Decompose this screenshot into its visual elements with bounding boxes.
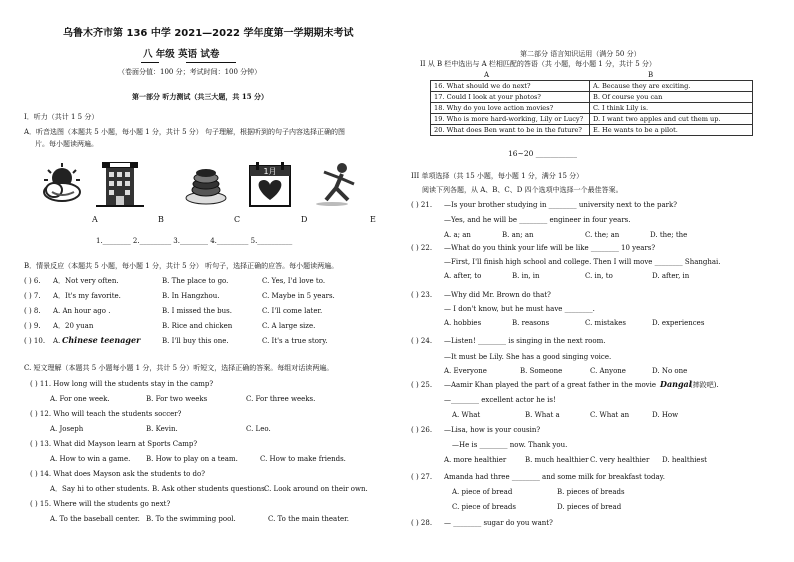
question-text: ( ) 15. Where will the students go next? xyxy=(30,500,171,508)
match-b-cell: B. Of course you can xyxy=(590,92,753,103)
option-a-handwritten: Chinese teenager xyxy=(62,335,141,345)
question-line1: —Listen! ________ is singing in the next room. xyxy=(444,337,606,345)
option-a: A. Everyone xyxy=(444,367,487,375)
match-b-cell: C. I think Lily is. xyxy=(590,103,753,114)
question-number: ( ) 10. xyxy=(24,337,46,345)
section-b-title: B．情景反应（本题共 5 小题，每小题 1 分，共计 5 分） 听句子，选择正确的应答。每小题读两遍。 xyxy=(24,262,339,270)
option-b: B. pieces of breads xyxy=(557,488,625,496)
question-text: ( ) 12. Who will teach the students soccer? xyxy=(30,410,182,418)
option-a: A．Say hi to other students. xyxy=(50,485,150,493)
calendar-heart-picture xyxy=(246,160,294,208)
section-iii-title: III 单项选择（共 15 小题，每小题 1 分，满分 15 分） xyxy=(411,172,584,180)
option-b: B. Rice and chicken xyxy=(162,322,233,330)
dancing-boy-picture xyxy=(312,160,360,208)
exam-title: 乌鲁木齐市第 136 中学 2021—2022 学年度第一学期期末考试 xyxy=(63,28,354,39)
question-line1: —Aamir Khan played the part of a great father in the movie xyxy=(444,381,657,389)
option-b: B. How to play on a team. xyxy=(146,455,238,463)
option-a: A．Not very often. xyxy=(53,277,119,285)
section-a-line1: A．听音选图（本题共 5 小题，每小题 1 分，共计 5 分） 句子理解，根据听到的句子内容选择正确的图 xyxy=(24,128,345,136)
option-a: A. more healthier xyxy=(444,456,507,464)
option-b: B. I missed the bus. xyxy=(162,307,232,315)
option-a: A. To the baseball center. xyxy=(50,515,140,523)
option-c: C. For three weeks. xyxy=(246,395,316,403)
option-c: C. Yes, I'd love to. xyxy=(262,277,326,285)
option-a: A. For one week. xyxy=(50,395,110,403)
option-a: A. xyxy=(53,337,61,345)
exam-info: （卷面分值：100 分；考试时间：100 分钟） xyxy=(118,68,262,76)
picture-label-a: A xyxy=(92,215,98,224)
section-ii-title: II 从 B 栏中选出与 A 栏相匹配的答语（共 小题，每小题 1 分，共计 5 分） xyxy=(420,60,656,68)
option-c: C. the; an xyxy=(585,231,620,239)
option-a: A．It's my favorite. xyxy=(53,292,121,300)
option-b: B. I'll buy this one. xyxy=(162,337,229,345)
question-number: ( ) 22. xyxy=(411,244,433,252)
question-number: ( ) 6. xyxy=(24,277,41,285)
option-b: B. To the swimming pool. xyxy=(146,515,236,523)
option-c: C. piece of breads xyxy=(452,503,516,511)
option-a: A. hobbies xyxy=(444,319,482,327)
question-line1: —What do you think your life will be like ________ 10 years? xyxy=(444,244,656,252)
question-number: ( ) 9. xyxy=(24,322,41,330)
option-c: C. Look around on their own. xyxy=(264,485,368,493)
matching-answer-blank: 16~20 ___________ xyxy=(508,149,578,158)
section-iii-desc: 阅读下列各题，从 A、B、C、D 四个选项中选择一个最佳答案。 xyxy=(422,186,623,194)
question-number: ( ) 26. xyxy=(411,426,433,434)
question-line2: —It must be Lily. She has a good singing voice. xyxy=(444,353,612,361)
option-c: C. What an xyxy=(590,411,630,419)
match-a-cell: 20. What does Ben want to be in the future? xyxy=(431,125,590,136)
option-b: B. Someone xyxy=(520,367,563,375)
column-a-header: A xyxy=(484,71,490,79)
question-line2: — I don't know, but he must have ________. xyxy=(444,305,595,313)
match-a-cell: 18. Why do you love action movies? xyxy=(431,103,590,114)
picture-label-b: B xyxy=(158,215,164,224)
option-a: A．20 yuan xyxy=(53,322,94,330)
option-c: C. It's a true story. xyxy=(262,337,328,345)
match-a-cell: 17. Could I look at your photos? xyxy=(431,92,590,103)
question-line1-end: (摔跤吧). xyxy=(690,381,719,389)
option-c: C. Maybe in 5 years. xyxy=(262,292,335,300)
question-number: ( ) 8. xyxy=(24,307,41,315)
option-d: D. No one xyxy=(652,367,688,375)
option-a: A. piece of bread xyxy=(452,488,513,496)
match-b-cell: E. He wants to be a pilot. xyxy=(590,125,753,136)
option-b: B. an; an xyxy=(502,231,534,239)
option-b: B. much healthier xyxy=(525,456,589,464)
question-line1: —Is your brother studying in ________ university next to the park? xyxy=(444,201,678,209)
movie-title-handwritten: Dangal xyxy=(660,379,692,389)
section-c-title: C. 短文理解（本题共 5 小题每小题 1 分，共计 5 分）听短文，选择正确的答案。每组对话读两遍。 xyxy=(24,364,334,372)
question-line2: —Yes, and he will be ________ engineer in four years. xyxy=(444,216,631,224)
option-c: C. Anyone xyxy=(590,367,626,375)
option-a: A. What xyxy=(452,411,481,419)
option-d: D. pieces of bread xyxy=(557,503,622,511)
part1-title: 第一部分 听力测试（共三大题，共 15 分） xyxy=(132,92,269,101)
question-line1: —Why did Mr. Brown do that? xyxy=(444,291,551,299)
option-b: B. The place to go. xyxy=(162,277,229,285)
option-c: C. in, to xyxy=(585,272,613,280)
question-number: ( ) 25. xyxy=(411,381,433,389)
question-number: ( ) 21. xyxy=(411,201,433,209)
option-c: C. How to make friends. xyxy=(260,455,346,463)
option-d: D. How xyxy=(652,411,679,419)
section-a-line2: 片。每小题读两遍。 xyxy=(35,140,98,148)
question-number: ( ) 28. xyxy=(411,519,433,527)
question-number: ( ) 27. xyxy=(411,473,433,481)
option-d: D. after, in xyxy=(652,272,690,280)
question-line2: —________ excellent actor he is! xyxy=(444,396,556,404)
match-a-cell: 19. Who is more hard-working, Lily or Lucy? xyxy=(431,114,590,125)
picture-label-d: D xyxy=(301,215,308,224)
grade-subject-line: 八 年级 英语 试卷 xyxy=(143,49,220,60)
hotel-building-picture xyxy=(96,160,144,208)
option-a: A. Joseph xyxy=(50,425,84,433)
question-text: ( ) 14. What does Mayson ask the students to do? xyxy=(30,470,205,478)
question-number: ( ) 23. xyxy=(411,291,433,299)
option-b: B. Ask other students questions. xyxy=(152,485,267,493)
question-number: ( ) 24. xyxy=(411,337,433,345)
subject-underline xyxy=(186,62,236,63)
question-line1: — ________ sugar do you want? xyxy=(444,519,553,527)
option-a: A. a; an xyxy=(444,231,471,239)
option-d: D. experiences xyxy=(652,319,705,327)
question-line1: Amanda had three ________ and some milk for breakfast today. xyxy=(444,473,665,481)
picture-label-e: E xyxy=(370,215,376,224)
option-c: C. mistakes xyxy=(585,319,626,327)
option-b: B. For two weeks xyxy=(146,395,208,403)
option-c: C. To the main theater. xyxy=(268,515,349,523)
matching-table xyxy=(430,80,753,136)
grade-underline xyxy=(141,62,159,63)
food-plate-picture xyxy=(182,160,230,208)
question-line2: —First, I'll finish high school and college. Then I will move ________ Shanghai. xyxy=(444,258,721,266)
cloudy-weather-picture xyxy=(38,160,86,208)
svg-text:1月: 1月 xyxy=(263,167,277,176)
match-b-cell: D. I want two apples and cut them up. xyxy=(590,114,753,125)
part2-title: 第二部分 语言知识运用（满分 50 分） xyxy=(520,50,641,58)
option-c: C. I'll come later. xyxy=(262,307,323,315)
option-b: B. in, in xyxy=(512,272,540,280)
question-text: ( ) 13. What did Mayson learn at Sports Camp? xyxy=(30,440,198,448)
option-b: B. What a xyxy=(525,411,560,419)
option-a: A. How to win a game. xyxy=(50,455,131,463)
section-i-title: I．听力（共计 1 5 分） xyxy=(24,113,99,121)
question-line2: —He is ________ now. Thank you. xyxy=(452,441,568,449)
column-b-header: B xyxy=(648,71,654,79)
option-c: C. Leo. xyxy=(246,425,271,433)
option-b: B. In Hangzhou. xyxy=(162,292,220,300)
option-c: C. very healthier xyxy=(590,456,650,464)
answer-blanks-1-5: 1.________ 2._________ 3.________ 4._________ 5.__________ xyxy=(96,237,293,245)
option-a: A. An hour ago . xyxy=(53,307,111,315)
option-b: B. reasons xyxy=(512,319,550,327)
match-a-cell: 16. What should we do next? xyxy=(431,81,590,92)
option-d: D. healthiest xyxy=(662,456,707,464)
option-a: A. after, to xyxy=(444,272,482,280)
picture-label-c: C xyxy=(234,215,241,224)
option-d: D. the; the xyxy=(650,231,688,239)
match-b-cell: A. Because they are exciting. xyxy=(590,81,753,92)
question-number: ( ) 7. xyxy=(24,292,41,300)
option-c: C. A large size. xyxy=(262,322,316,330)
option-b: B. Kevin. xyxy=(146,425,178,433)
question-text: ( ) 11. How long will the students stay in the camp? xyxy=(30,380,214,388)
question-line1: —Lisa, how is your cousin? xyxy=(444,426,541,434)
